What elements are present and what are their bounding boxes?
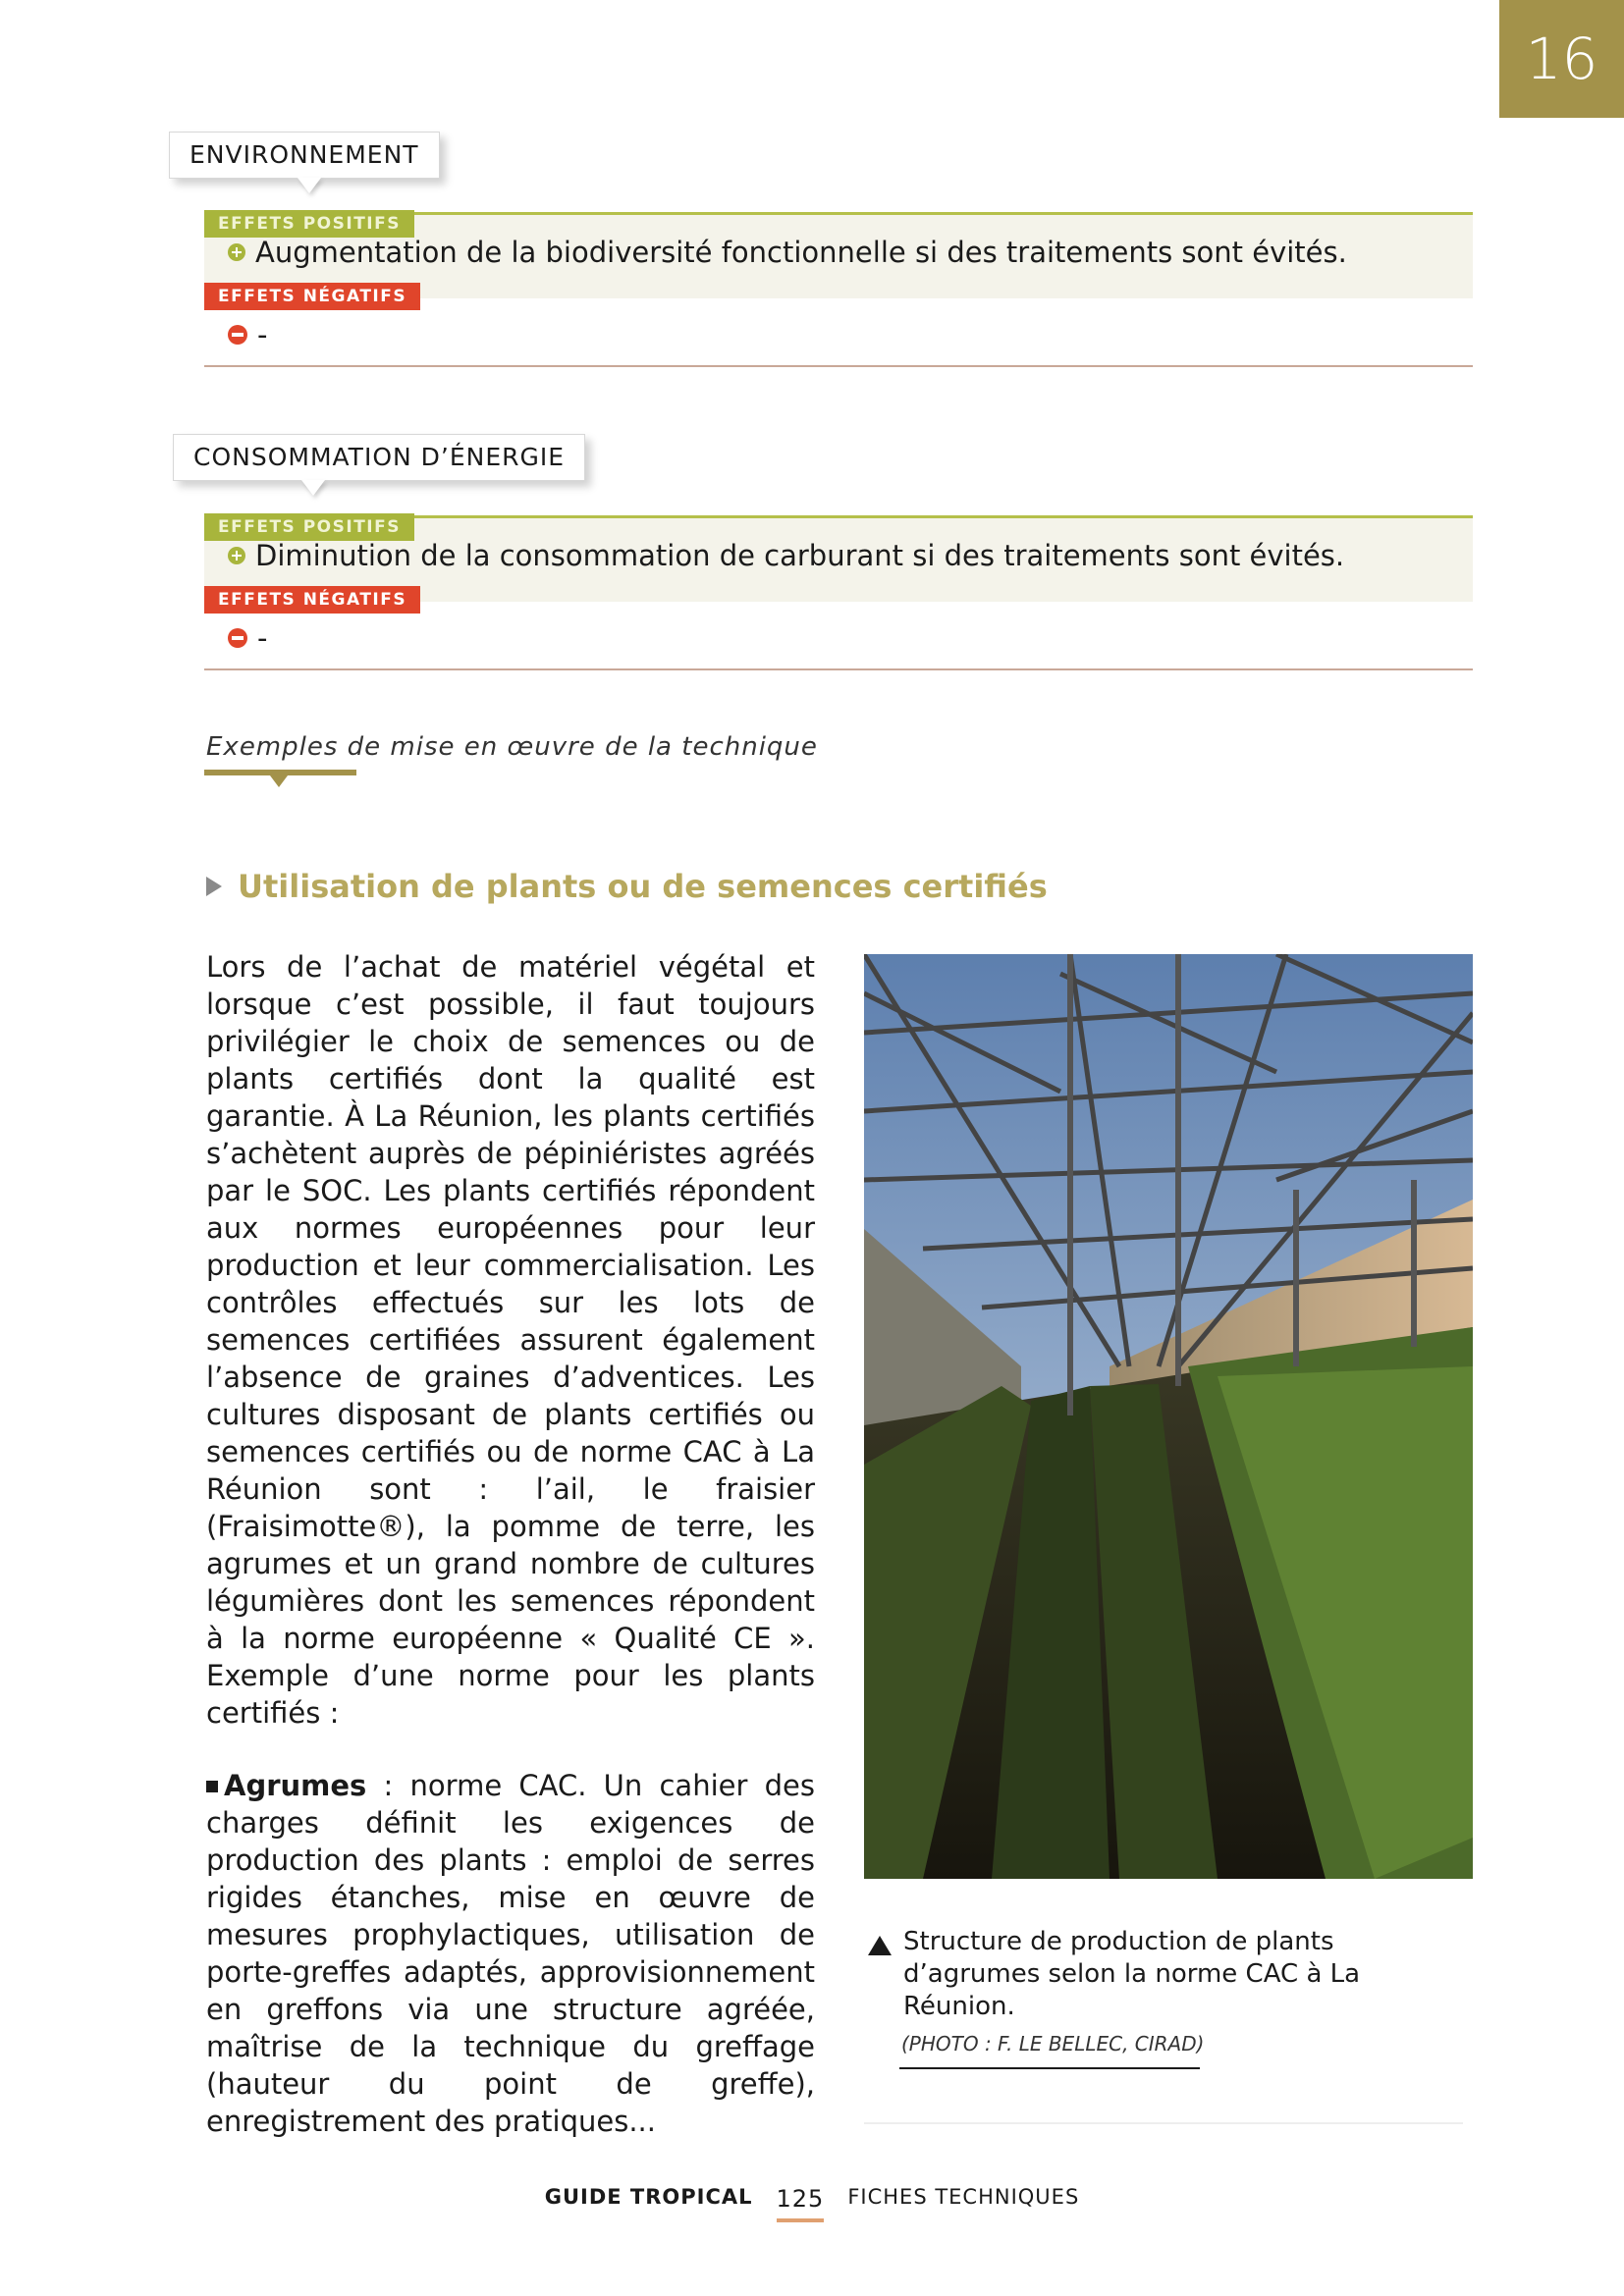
negative-effect-item (228, 318, 267, 351)
positive-effect-text: Augmentation de la biodiversité fonctionnelle si des traitements sont évités. (255, 236, 1347, 269)
square-bullet-icon (206, 1781, 218, 1792)
section-divider (204, 668, 1473, 670)
subsection-heading-text: Utilisation de plants ou de semences certifiés (238, 868, 1048, 905)
pointer-down-icon (270, 775, 288, 787)
negative-effect-item (228, 621, 267, 655)
negative-effects-label: EFFETS NÉGATIFS (204, 283, 420, 310)
chapter-number-tab: 16 (1499, 0, 1624, 118)
bullet-paragraph (206, 1767, 815, 2140)
section-title-energie: CONSOMMATION D’ÉNERGIE (173, 434, 585, 481)
bullet-text: : norme CAC. Un cahier des charges définit les exigences de production des plants : emploi de serres rigides étanches, mise en œuvre de mesures prophylactiques, utilisation de porte-greffes adaptés, approvisionnement en greffons via une structure agréée, maîtrise de la technique du greffage (hauteur du point de greffe), enregistrement des pratiques... (206, 1769, 815, 2138)
positive-effects-label: EFFETS POSITIFS (204, 513, 414, 541)
effects-block-energie (204, 513, 1473, 672)
bullet-term: Agrumes (224, 1769, 367, 1802)
photo-bottom-rule (864, 2122, 1463, 2124)
minus-circle-icon (228, 628, 247, 648)
positive-effects-label: EFFETS POSITIFS (204, 210, 414, 238)
body-paragraph: Lors de l’achat de matériel végétal et lorsque c’est possible, il faut toujours privilégier le choix de semences ou de plants certifiés dont la qualité est garantie. À La Réunion, les plants certifiés s’achètent auprès de pépiniéristes agréés par le SOC. Les plants certifiés répondent aux normes européennes pour leur production et leur commercialisation. Les contrôles effectués sur les lots de semences certifiées assurent également l’absence de graines d’adventices. Les cultures disposant de plants certifiés ou semences certifiés ou de norme CAC à La Réunion sont : l’ail, le fraisier (Fraisimotte®), la pomme de terre, les agrumes et un grand nombre de cultures légumières dont les semences répondent à la norme européenne « Qualité CE ». Exemple d’une norme pour les plants certifiés : (206, 950, 815, 1730)
examples-title: Exemples de mise en œuvre de la technique (206, 732, 818, 762)
credit-underline (899, 2067, 1200, 2069)
plus-circle-icon (228, 547, 245, 564)
effects-block-environnement (204, 210, 1473, 369)
footer-section-title: FICHES TECHNIQUES (847, 2185, 1080, 2209)
section-divider (204, 365, 1473, 367)
minus-circle-icon (228, 325, 247, 345)
negative-effect-text: - (257, 318, 268, 351)
positive-effect-text: Diminution de la consommation de carburant si des traitements sont évités. (255, 539, 1345, 572)
triangle-right-icon (206, 877, 222, 896)
photo-caption: Structure de production de plants d’agrumes selon la norme CAC à La Réunion. (903, 1927, 1361, 2021)
photo-credit: (PHOTO : F. LE BELLEC, CIRAD) (901, 2032, 1205, 2056)
section-title-environnement: ENVIRONNEMENT (169, 132, 440, 179)
positive-effect-item (228, 539, 1344, 572)
negative-effects-label: EFFETS NÉGATIFS (204, 586, 420, 614)
body-text-column (206, 948, 815, 2140)
subsection-heading (206, 868, 1048, 905)
page-footer (0, 2185, 1624, 2213)
footer-guide-title: GUIDE TROPICAL (544, 2185, 753, 2209)
positive-effect-item (228, 236, 1347, 269)
plus-circle-icon (228, 243, 245, 261)
negative-effect-text: - (257, 621, 268, 655)
page-number: 125 (776, 2185, 825, 2213)
greenhouse-photo (864, 954, 1473, 1879)
triangle-up-icon (868, 1936, 892, 1955)
